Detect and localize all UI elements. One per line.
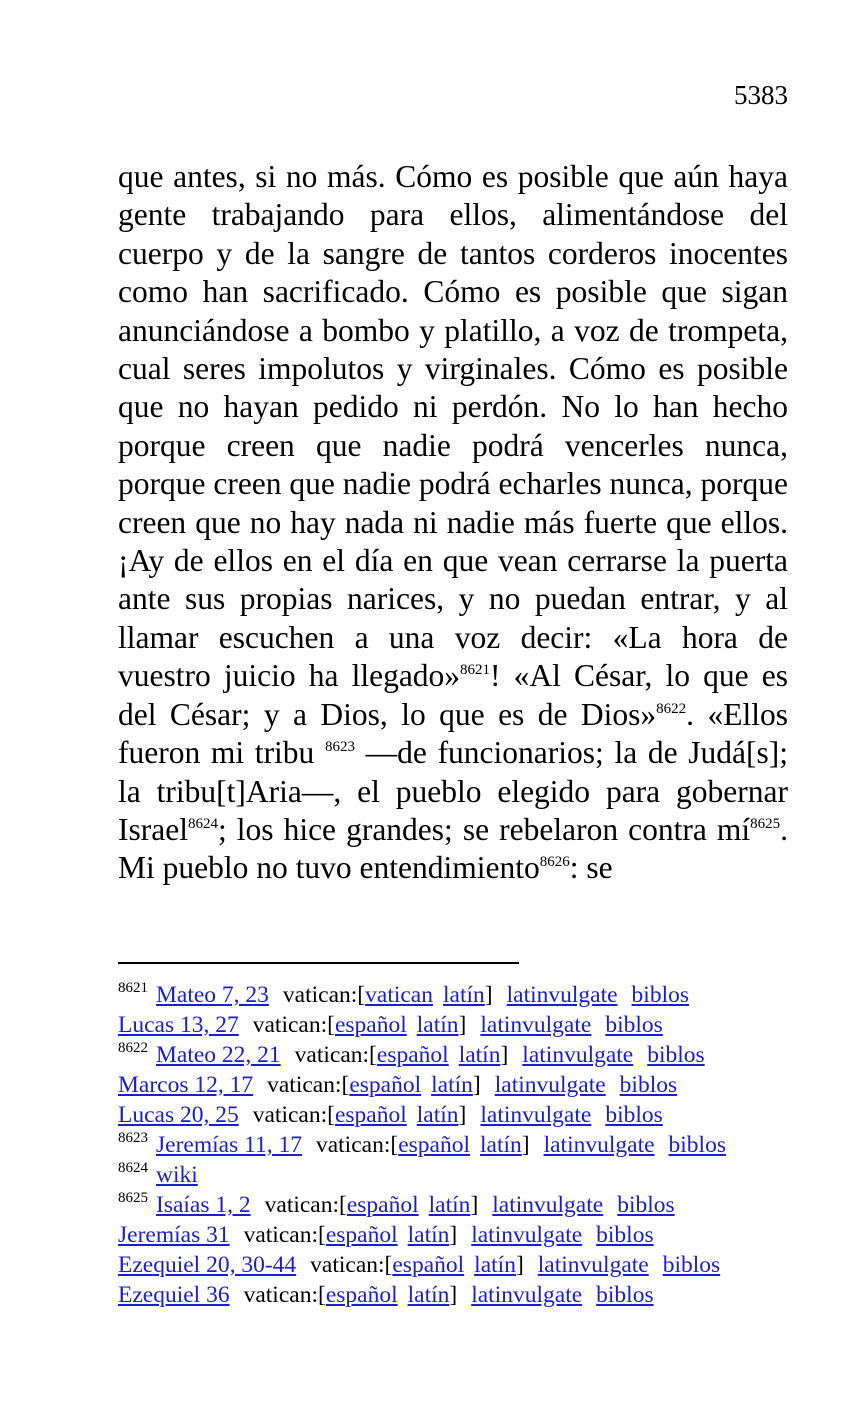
body-text-2: ! «Al César, lo que es del César; y a Dios, lo que es de Dios»: [118, 658, 788, 732]
spanish-link[interactable]: español: [334, 1012, 407, 1038]
biblos-link[interactable]: biblos: [631, 982, 690, 1008]
biblos-link[interactable]: biblos: [668, 1132, 726, 1158]
footnote-number: 8624: [118, 1160, 148, 1176]
spanish-link[interactable]: español: [376, 1042, 449, 1068]
footnote-line: [118, 1220, 818, 1250]
latinvulgate-link[interactable]: latinvulgate: [471, 1282, 583, 1308]
body-text-4: —de funcionarios; la de Judá[s]; la tribu[t]Aria—, el pueblo elegido para gobernar Israel: [118, 735, 788, 847]
spanish-link[interactable]: español: [349, 1072, 422, 1098]
vatican-label: vatican:[: [267, 1072, 350, 1098]
footnote-number: 8625: [118, 1190, 148, 1206]
footnote-ref-8623[interactable]: 8623: [324, 739, 355, 756]
latinvulgate-link[interactable]: latinvulgate: [492, 1192, 604, 1218]
vatican-label: vatican:[: [243, 1222, 326, 1248]
spanish-link[interactable]: español: [334, 1102, 407, 1128]
biblos-link[interactable]: biblos: [662, 1252, 721, 1278]
bracket-close: ]: [472, 1072, 481, 1098]
bracket-close: ]: [449, 1282, 458, 1308]
biblos-link[interactable]: biblos: [647, 1042, 705, 1068]
latin-link[interactable]: latín: [474, 1252, 516, 1278]
footnote-ref-8622[interactable]: 8622: [656, 700, 687, 717]
spanish-link[interactable]: español: [398, 1132, 470, 1158]
footnote-ref-8624[interactable]: 8624: [187, 815, 218, 832]
bracket-close: ]: [484, 982, 493, 1008]
footnotes: [118, 980, 818, 1310]
footnote-number: 8623: [118, 1130, 148, 1146]
footnote-line: [118, 1190, 818, 1220]
vatican-label: vatican:[: [310, 1252, 393, 1278]
latinvulgate-link[interactable]: latinvulgate: [480, 1012, 592, 1038]
biblos-link[interactable]: biblos: [619, 1072, 678, 1098]
latin-link[interactable]: latín: [479, 1132, 522, 1158]
reference-link[interactable]: Jeremías 31: [118, 1222, 230, 1248]
latinvulgate-link[interactable]: latinvulgate: [522, 1042, 634, 1068]
reference-link[interactable]: Jeremías 11, 17: [156, 1132, 302, 1158]
footnote-ref-8625[interactable]: 8625: [750, 815, 781, 832]
page-number: 5383: [734, 80, 788, 110]
reference-link[interactable]: Marcos 12, 17: [118, 1072, 254, 1098]
footnote-line: [118, 1010, 818, 1040]
footnote-number: 8622: [118, 1040, 148, 1056]
vatican-label: vatican:[: [243, 1282, 326, 1308]
footnote-line: [118, 980, 818, 1010]
footnote-line: [118, 1160, 818, 1190]
bracket-close: ]: [449, 1222, 458, 1248]
reference-link[interactable]: Ezequiel 36: [118, 1282, 230, 1308]
latin-link[interactable]: latín: [458, 1042, 501, 1068]
latin-link[interactable]: latín: [407, 1282, 450, 1308]
latin-link[interactable]: latín: [428, 1192, 471, 1218]
latin-link[interactable]: latín: [431, 1072, 473, 1098]
footnote-line: [118, 1040, 818, 1070]
spanish-link[interactable]: español: [325, 1222, 398, 1248]
vatican-link[interactable]: vatican: [365, 982, 433, 1008]
latinvulgate-link[interactable]: latinvulgate: [543, 1132, 655, 1158]
reference-link[interactable]: Isaías 1, 2: [156, 1192, 251, 1218]
footnote-number: 8621: [118, 980, 148, 996]
reference-link[interactable]: Mateo 7, 23: [156, 982, 269, 1008]
bracket-close: ]: [515, 1252, 524, 1278]
vatican-label: vatican:[: [282, 982, 366, 1008]
vatican-label: vatican:[: [252, 1102, 335, 1128]
biblos-link[interactable]: biblos: [596, 1282, 654, 1308]
bracket-close: ]: [500, 1042, 509, 1068]
footnote-line: [118, 1100, 818, 1130]
latinvulgate-link[interactable]: latinvulgate: [480, 1102, 592, 1128]
bracket-close: ]: [521, 1132, 530, 1158]
footnote-line: [118, 1070, 818, 1100]
biblos-link[interactable]: biblos: [617, 1192, 675, 1218]
vatican-label: vatican:[: [294, 1042, 377, 1068]
bracket-close: ]: [458, 1102, 467, 1128]
footnote-ref-8621[interactable]: 8621: [460, 662, 491, 679]
latinvulgate-link[interactable]: latinvulgate: [537, 1252, 649, 1278]
vatican-label: vatican:[: [264, 1192, 347, 1218]
reference-link[interactable]: Mateo 22, 21: [156, 1042, 281, 1068]
body-text-1: que antes, si no más. Cómo es posible que aún haya gente trabajando para ellos, alimentándose del cuerpo y de la sangre de tantos corderos inocentes como han sacrificado. Cómo es posible que sigan anunciándose a bombo y platillo, a voz de trompeta, cual seres impolutos y virginales. Cómo es posible que no hayan pedido ni perdón. No lo han hecho porque creen que nadie podrá vencerles nunca, porque creen que nadie podrá echarles nunca, porque creen que no hay nada ni nadie más fuerte que ellos. ¡Ay de ellos en el día en que vean cerrarse la puerta ante sus propias narices, y no puedan entrar, y al llamar escuchen a una voz decir: «La hora de vuestro juicio ha llegado»: [118, 159, 788, 694]
latin-link[interactable]: latín: [416, 1012, 459, 1038]
reference-link[interactable]: Ezequiel 20, 30-44: [118, 1252, 297, 1278]
reference-link[interactable]: Lucas 13, 27: [118, 1012, 239, 1038]
latin-link[interactable]: latín: [416, 1102, 459, 1128]
body-text-3: . «Ellos fueron mi tribu: [118, 696, 788, 771]
latinvulgate-link[interactable]: latinvulgate: [506, 982, 618, 1008]
spanish-link[interactable]: español: [346, 1192, 419, 1218]
biblos-link[interactable]: biblos: [605, 1102, 663, 1128]
latinvulgate-link[interactable]: latinvulgate: [471, 1222, 583, 1248]
spanish-link[interactable]: español: [392, 1252, 465, 1278]
biblos-link[interactable]: biblos: [605, 1012, 663, 1038]
vatican-label: vatican:[: [315, 1132, 399, 1158]
vatican-label: vatican:[: [252, 1012, 335, 1038]
body-text-6: . Mi pueblo no tuvo entendimiento: [118, 811, 788, 886]
body-paragraph: [118, 158, 788, 888]
bracket-close: ]: [458, 1012, 467, 1038]
footnote-line: [118, 1280, 818, 1310]
wiki-link[interactable]: wiki: [156, 1162, 198, 1188]
footnote-line: [118, 1250, 818, 1280]
latin-link[interactable]: latín: [407, 1222, 450, 1248]
latin-link[interactable]: latín: [443, 982, 485, 1008]
latinvulgate-link[interactable]: latinvulgate: [494, 1072, 606, 1098]
footnote-line: [118, 1130, 818, 1160]
footnote-divider: [118, 962, 519, 964]
body-text-7: : se: [569, 850, 613, 886]
spanish-link[interactable]: español: [325, 1282, 398, 1308]
footnote-ref-8626[interactable]: 8626: [539, 854, 570, 871]
biblos-link[interactable]: biblos: [596, 1222, 654, 1248]
bracket-close: ]: [470, 1192, 479, 1218]
body-text-5: ; los hice grandes; se rebelaron contra mí: [217, 811, 751, 847]
reference-link[interactable]: Lucas 20, 25: [118, 1102, 239, 1128]
